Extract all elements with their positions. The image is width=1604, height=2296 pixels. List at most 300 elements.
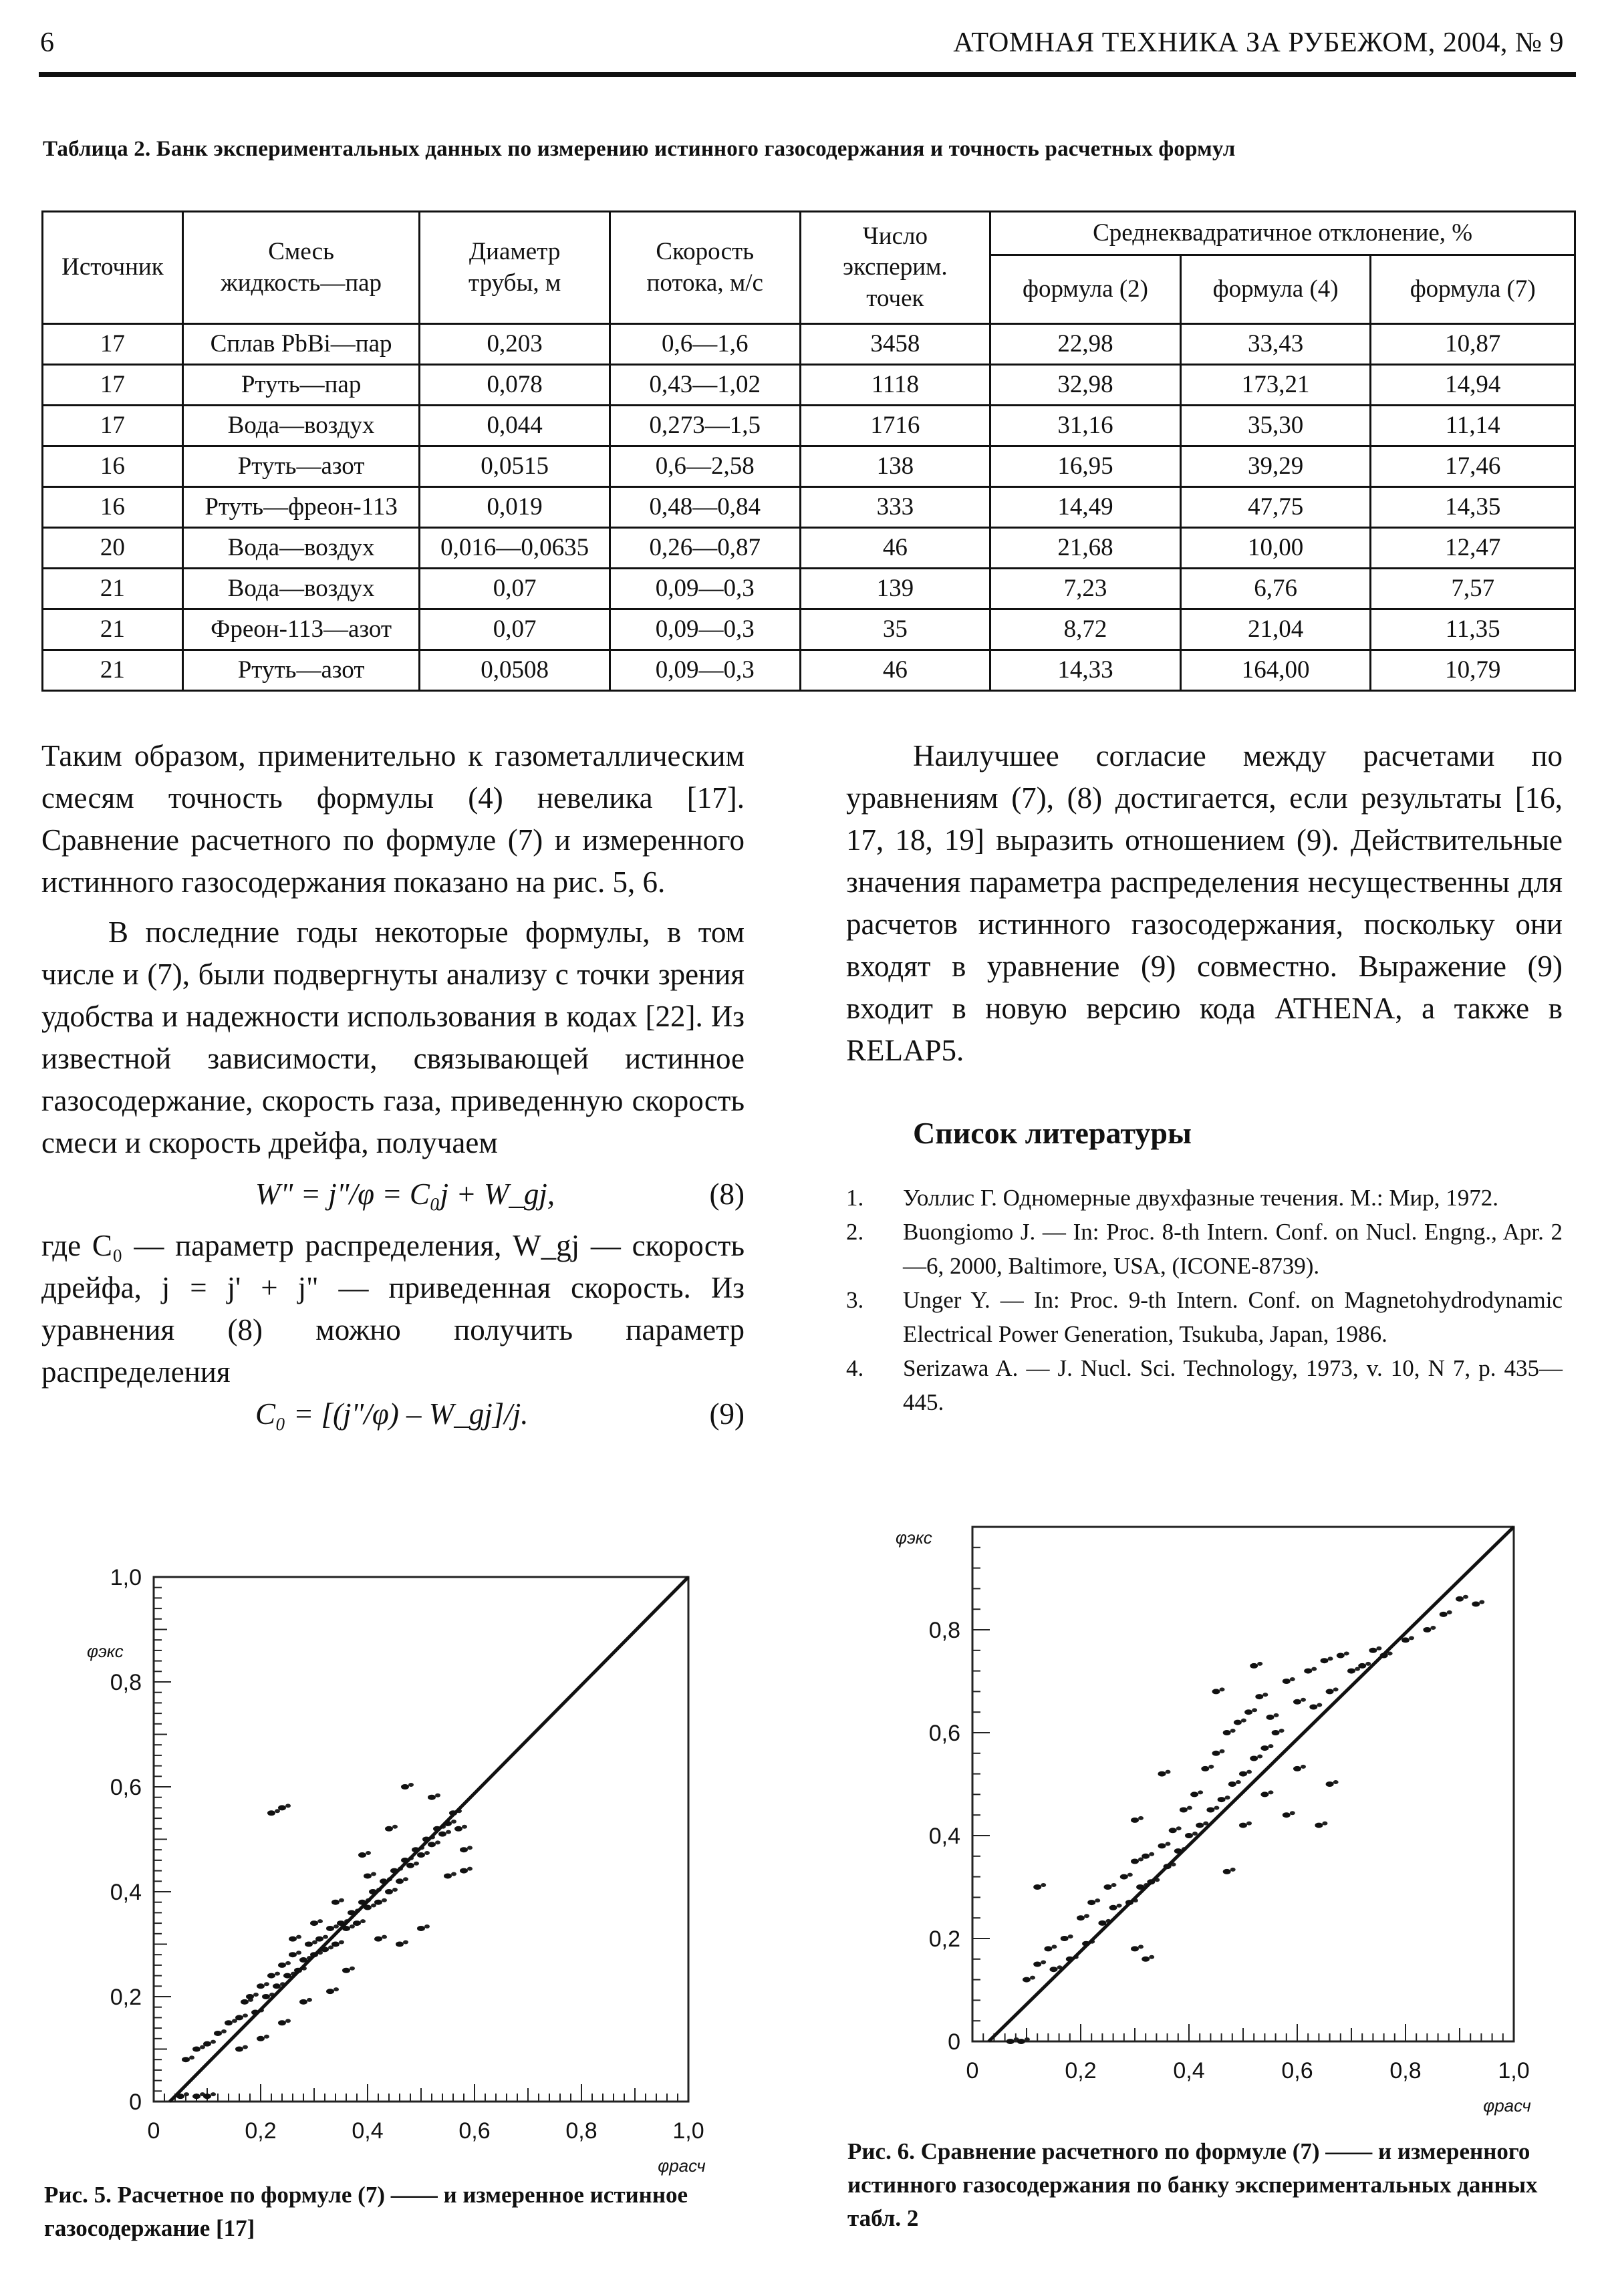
paragraph: Таким образом, применительно к газометаллическим смесям точность формулы (4) невелика [17]. Сравнение расчетного по формуле (7) и измеренного истинного газосодержания показано на рис. 5, 6. xyxy=(41,739,745,899)
data-point xyxy=(1117,1904,1122,1908)
data-point xyxy=(1293,1766,1301,1771)
data-point xyxy=(1301,1698,1306,1702)
data-point xyxy=(1109,1905,1117,1910)
x-axis-label: φрасч xyxy=(658,2156,706,2176)
data-point xyxy=(1033,1884,1041,1890)
table-cell: 139 xyxy=(800,569,990,609)
table-row xyxy=(43,365,1575,406)
table-cell: Вода—воздух xyxy=(182,569,419,609)
data-point xyxy=(1180,1808,1188,1813)
data-point xyxy=(1365,1662,1371,1666)
table-row xyxy=(43,609,1575,650)
table-cell: 0,016—0,0635 xyxy=(420,528,610,569)
data-point xyxy=(235,2047,243,2052)
left-column xyxy=(41,735,745,1435)
data-point xyxy=(424,1924,430,1928)
table-cell: Фреон-113—азот xyxy=(182,609,419,650)
x-tick-label: 1,0 xyxy=(672,2118,704,2144)
data-point xyxy=(403,1941,408,1945)
data-point xyxy=(1185,1833,1193,1838)
table-cell: 17 xyxy=(43,324,183,365)
header-rule xyxy=(39,72,1576,77)
data-point xyxy=(257,2036,265,2041)
data-point xyxy=(1225,1796,1230,1800)
y-tick-label: 0,6 xyxy=(928,1721,960,1746)
data-point xyxy=(1033,1962,1041,1967)
table-cell: 7,23 xyxy=(990,569,1181,609)
data-point xyxy=(184,2092,189,2096)
data-point xyxy=(257,1983,265,1989)
data-point xyxy=(285,1804,291,1808)
figure-6-caption: Рис. 6. Сравнение расчетного по формуле (7) —— и измеренного истинного газосодержания по банку экспериментальных данных табл. 2 xyxy=(847,2138,1538,2231)
table-cell: 0,07 xyxy=(420,569,610,609)
table-cell: 0,6—2,58 xyxy=(610,446,800,487)
table-cell: 20 xyxy=(43,528,183,569)
data-point xyxy=(385,1826,393,1832)
data-point xyxy=(403,1877,408,1881)
data-point xyxy=(1142,1854,1150,1859)
data-point xyxy=(382,1935,387,1939)
table-cell: Вода—воздух xyxy=(182,406,419,446)
data-point xyxy=(333,1987,339,1991)
reference-line-formula-7 xyxy=(170,1577,688,2102)
table-cell: 16 xyxy=(43,446,183,487)
table-cell: 14,94 xyxy=(1371,365,1575,406)
x-tick-label: 0 xyxy=(966,2058,979,2084)
table-cell: 0,43—1,02 xyxy=(610,365,800,406)
data-point xyxy=(1456,1596,1464,1602)
data-point xyxy=(1309,1705,1317,1710)
data-point xyxy=(1007,2039,1015,2044)
x-tick-label: 0,2 xyxy=(1065,2058,1097,2084)
table-cell: 14,49 xyxy=(990,487,1181,528)
data-point xyxy=(1268,1790,1273,1794)
data-point xyxy=(1326,1689,1334,1694)
data-point xyxy=(1279,1729,1285,1733)
table-cell: 0,203 xyxy=(420,324,610,365)
equation-9 xyxy=(41,1393,745,1435)
reference-number: 2. xyxy=(846,1219,864,1245)
data-point xyxy=(1127,1873,1133,1877)
reference-item xyxy=(846,1351,1563,1419)
data-point xyxy=(467,1867,473,1871)
data-point xyxy=(1061,1936,1069,1941)
figure-6-scatter xyxy=(869,1510,1537,2116)
data-point xyxy=(1241,1719,1246,1723)
data-point xyxy=(1068,1934,1073,1939)
data-point xyxy=(1321,1658,1329,1663)
table-cell: 0,48—0,84 xyxy=(610,487,800,528)
data-point xyxy=(1246,1822,1252,1826)
header-formula-7: формула (7) xyxy=(1371,255,1575,324)
data-point xyxy=(1050,1967,1058,1972)
plot-frame xyxy=(154,1577,688,2102)
x-tick-label: 1,0 xyxy=(1498,2058,1530,2084)
plot-frame xyxy=(972,1527,1514,2041)
equation-8-number: (8) xyxy=(709,1177,745,1211)
data-point xyxy=(392,1888,398,1892)
data-point xyxy=(262,1994,270,1999)
data-point xyxy=(1274,1713,1279,1717)
data-point xyxy=(1230,1868,1236,1872)
table-cell: 164,00 xyxy=(1180,650,1371,691)
data-point xyxy=(1223,1869,1231,1874)
table-cell: 7,57 xyxy=(1371,569,1575,609)
data-point xyxy=(1322,1822,1327,1826)
data-point xyxy=(221,2029,227,2033)
table-cell: 21 xyxy=(43,609,183,650)
data-point xyxy=(299,1999,307,2005)
table-cell: 10,00 xyxy=(1180,528,1371,569)
data-point xyxy=(1257,1662,1262,1666)
data-point xyxy=(1158,1843,1166,1848)
data-point xyxy=(1192,1832,1198,1836)
data-point xyxy=(1166,1842,1171,1846)
table-cell: 0,09—0,3 xyxy=(610,609,800,650)
data-point xyxy=(424,1851,430,1855)
data-point xyxy=(417,1926,425,1931)
table-cell: Ртуть—пар xyxy=(182,365,419,406)
data-point xyxy=(1290,1677,1295,1681)
table-cell: 35 xyxy=(800,609,990,650)
data-point xyxy=(1315,1823,1323,1828)
data-point xyxy=(1234,1720,1242,1725)
data-point xyxy=(1333,1687,1339,1691)
data-point xyxy=(1268,1744,1273,1748)
data-point xyxy=(364,1873,372,1878)
data-point xyxy=(417,1852,425,1858)
data-point xyxy=(305,1942,313,1947)
data-point xyxy=(1131,1818,1139,1823)
data-point xyxy=(1158,1771,1166,1777)
table-cell: 21,04 xyxy=(1180,609,1371,650)
x-axis-label: φрасч xyxy=(1483,2096,1531,2116)
data-point xyxy=(467,1846,473,1850)
data-point xyxy=(1347,1669,1355,1674)
data-point xyxy=(1246,1770,1252,1774)
data-point xyxy=(1430,1626,1436,1630)
table-cell: 35,30 xyxy=(1180,406,1371,446)
data-point xyxy=(1283,1679,1291,1684)
y-tick-label: 0,2 xyxy=(928,1926,960,1952)
table-cell: 11,35 xyxy=(1371,609,1575,650)
data-point xyxy=(1272,1730,1280,1735)
data-point xyxy=(1220,1749,1225,1753)
data-point xyxy=(1131,1946,1139,1951)
y-tick-label: 0 xyxy=(948,2029,960,2055)
y-tick-label: 0,8 xyxy=(928,1618,960,1643)
table-cell: 16 xyxy=(43,487,183,528)
data-point xyxy=(1239,1771,1247,1777)
table-cell: 14,35 xyxy=(1371,487,1575,528)
header-rms-group: Среднеквадратичное отклонение, % xyxy=(990,212,1575,255)
data-point xyxy=(1212,1689,1220,1694)
y-tick-label: 0,6 xyxy=(110,1775,142,1800)
data-point xyxy=(1149,1955,1154,1959)
reference-number: 4. xyxy=(846,1355,864,1381)
data-point xyxy=(454,1826,462,1832)
y-tick-label: 0 xyxy=(129,2090,142,2115)
data-point xyxy=(278,1805,286,1810)
data-point xyxy=(1333,1780,1339,1784)
data-point xyxy=(1104,1884,1112,1890)
data-point xyxy=(241,1999,249,2005)
data-point xyxy=(1131,1859,1139,1864)
table-cell: 46 xyxy=(800,528,990,569)
table-cell: 17,46 xyxy=(1371,446,1575,487)
table-row xyxy=(43,324,1575,365)
data-point xyxy=(1260,1791,1268,1797)
table-cell: 3458 xyxy=(800,324,990,365)
data-point xyxy=(435,1840,440,1844)
header-formula-4: формула (4) xyxy=(1180,255,1371,324)
data-point xyxy=(1051,1945,1057,1949)
data-point xyxy=(1176,1826,1182,1830)
header-source: Источник xyxy=(43,212,183,324)
table-cell: 0,019 xyxy=(420,487,610,528)
table-cell: 21,68 xyxy=(990,528,1181,569)
data-point xyxy=(1041,1883,1046,1887)
data-point xyxy=(1212,1751,1220,1756)
data-point xyxy=(1479,1600,1484,1604)
data-point xyxy=(267,1973,275,1979)
x-tick-label: 0,4 xyxy=(352,2118,384,2144)
equation-9-body: C₀ = [(j"/φ) – W_gj]/j. xyxy=(255,1397,529,1431)
data-point xyxy=(1266,1715,1275,1720)
data-point xyxy=(192,2047,200,2052)
table-caption: Таблица 2. Банк экспериментальных данных по измерению истинного газосодержания и точность расчетных формул xyxy=(43,137,1236,161)
table-cell: 0,078 xyxy=(420,365,610,406)
reference-text: Buongiomo J. — In: Proc. 8-th Intern. Conf. on Nucl. Engng., Apr. 2—6, 2000, Baltimore, USA, (ICONE-8739). xyxy=(903,1219,1563,1279)
data-point xyxy=(1250,1756,1258,1761)
table-cell: 333 xyxy=(800,487,990,528)
data-point xyxy=(1208,1765,1214,1769)
data-point xyxy=(406,1863,414,1868)
table-cell: 31,16 xyxy=(990,406,1181,446)
data-point xyxy=(1084,1914,1089,1918)
table-cell: 17 xyxy=(43,406,183,446)
data-point xyxy=(182,2057,190,2062)
table-cell: 138 xyxy=(800,446,990,487)
data-point xyxy=(1095,1898,1100,1902)
data-point xyxy=(1423,1627,1431,1632)
table-cell: 0,09—0,3 xyxy=(610,650,800,691)
x-tick-label: 0,4 xyxy=(1173,2058,1205,2084)
data-table xyxy=(41,210,1576,692)
header-points: Число эксперим. точек xyxy=(800,212,990,324)
data-point xyxy=(462,1825,467,1829)
data-point xyxy=(1206,1808,1214,1813)
data-point xyxy=(1317,1703,1322,1707)
table-cell: Ртуть—азот xyxy=(182,446,419,487)
data-point xyxy=(326,1989,334,1994)
reference-line-formula-7 xyxy=(988,1527,1514,2041)
data-point xyxy=(1138,1816,1144,1820)
data-point xyxy=(1369,1648,1377,1653)
header-formula-2: формула (2) xyxy=(990,255,1181,324)
data-point xyxy=(1252,1708,1257,1712)
table-cell: 33,43 xyxy=(1180,324,1371,365)
data-point xyxy=(323,1935,328,1939)
table-cell: 6,76 xyxy=(1180,569,1371,609)
equation-8-body: W" = j"/φ = C₀j + W_gj, xyxy=(255,1177,555,1211)
table-cell: 8,72 xyxy=(990,609,1181,650)
data-point xyxy=(1120,1874,1128,1880)
data-point xyxy=(192,2094,200,2099)
x-tick-label: 0,2 xyxy=(245,2118,277,2144)
data-point xyxy=(460,1868,468,1874)
data-point xyxy=(189,2055,194,2059)
data-point xyxy=(1041,1961,1046,1965)
data-point xyxy=(1250,1663,1258,1669)
reference-number: 3. xyxy=(846,1287,864,1313)
data-point xyxy=(326,1926,334,1931)
data-point xyxy=(285,1961,291,1965)
data-point xyxy=(211,2092,216,2096)
table-row xyxy=(43,446,1575,487)
data-point xyxy=(342,1968,350,1973)
data-point xyxy=(214,2031,222,2036)
data-point xyxy=(408,1783,414,1787)
header-velocity: Скорость потока, м/с xyxy=(610,212,800,324)
table-cell: 0,6—1,6 xyxy=(610,324,800,365)
figure-5-scatter xyxy=(67,1564,735,2176)
data-point xyxy=(1169,1828,1177,1833)
data-point xyxy=(451,1820,456,1824)
data-point xyxy=(371,1872,376,1876)
reference-text: Serizawa A. — J. Nucl. Sci. Technology, 1973, v. 10, N 7, p. 435—445. xyxy=(903,1355,1563,1415)
table-cell: 0,0508 xyxy=(420,650,610,691)
data-point xyxy=(317,1919,323,1923)
data-point xyxy=(1228,1781,1236,1787)
table-row xyxy=(43,406,1575,446)
table-cell: 22,98 xyxy=(990,324,1181,365)
figure-5-caption: Рис. 5. Расчетное по формуле (7) —— и измеренное истинное газосодержание [17] xyxy=(44,2182,688,2241)
data-point xyxy=(1301,1765,1306,1769)
data-point xyxy=(1472,1602,1480,1607)
data-point xyxy=(1262,1693,1268,1697)
table-cell: 21 xyxy=(43,569,183,609)
table-cell: 32,98 xyxy=(990,365,1181,406)
table-cell: 14,33 xyxy=(990,650,1181,691)
data-point xyxy=(331,1900,340,1905)
y-axis-label: φэкс xyxy=(896,1528,932,1548)
data-point xyxy=(315,1936,323,1942)
table-cell: Ртуть—азот xyxy=(182,650,419,691)
data-point xyxy=(460,1847,468,1852)
table-cell: 47,75 xyxy=(1180,487,1371,528)
data-point xyxy=(307,1998,312,2002)
data-point xyxy=(275,1972,280,1976)
table-cell: 1118 xyxy=(800,365,990,406)
y-tick-label: 0,4 xyxy=(110,1880,142,1905)
table-row xyxy=(43,528,1575,569)
paragraph: В последние годы некоторые формулы, в том числе и (7), были подвергнуты анализу с точки зрения удобства и надежности использования в кодах [22]. Из известной зависимости, связывающей истинное газосодержание, скорость газа, приведенную скорость смеси и скорость дрейфа, получаем xyxy=(41,915,745,1159)
y-tick-label: 0,2 xyxy=(110,1985,142,2010)
references-list xyxy=(846,1181,1563,1419)
data-point xyxy=(1196,1823,1204,1828)
reference-item xyxy=(846,1181,1563,1215)
data-point xyxy=(1223,1730,1231,1735)
data-point xyxy=(1236,1780,1241,1784)
data-point xyxy=(296,1951,301,1955)
data-point xyxy=(1447,1610,1452,1614)
data-point xyxy=(1230,1729,1236,1733)
data-point xyxy=(1218,1797,1226,1802)
data-point xyxy=(1401,1637,1410,1642)
data-point xyxy=(1111,1883,1117,1887)
table-cell: Ртуть—фреон-113 xyxy=(182,487,419,528)
table-cell: 0,26—0,87 xyxy=(610,528,800,569)
table-cell: 17 xyxy=(43,365,183,406)
data-point xyxy=(366,1851,371,1855)
data-point xyxy=(285,2019,291,2023)
table-cell: 12,47 xyxy=(1371,528,1575,569)
y-tick-label: 0,4 xyxy=(928,1824,960,1849)
x-tick-label: 0 xyxy=(147,2118,160,2144)
data-point xyxy=(1138,1945,1144,1949)
data-point xyxy=(451,1872,456,1876)
header-diameter: Диаметр трубы, м xyxy=(420,212,610,324)
data-point xyxy=(267,1810,275,1816)
data-point xyxy=(446,1830,451,1834)
data-point xyxy=(374,1936,382,1942)
data-point xyxy=(1311,1667,1317,1671)
data-point xyxy=(211,2040,216,2044)
reference-item xyxy=(846,1215,1563,1283)
reference-text: Уоллис Г. Одномерные двухфазные течения. М.: Мир, 1972. xyxy=(903,1185,1498,1211)
data-point xyxy=(1030,1976,1035,1980)
data-point xyxy=(401,1784,409,1789)
table-cell: 21 xyxy=(43,650,183,691)
data-point xyxy=(1290,1811,1295,1815)
data-point xyxy=(1326,1781,1334,1787)
data-point xyxy=(243,2045,248,2049)
reference-number: 1. xyxy=(846,1185,864,1211)
header-mixture: Смесь жидкость—пар xyxy=(182,212,419,324)
data-point xyxy=(339,1898,344,1902)
data-point xyxy=(1190,1791,1198,1797)
data-point xyxy=(1244,1709,1252,1715)
data-point xyxy=(360,1919,366,1923)
data-point xyxy=(1087,1900,1095,1905)
data-point xyxy=(1239,1823,1247,1828)
y-tick-label: 0,8 xyxy=(110,1670,142,1695)
data-point xyxy=(1358,1663,1366,1669)
data-point xyxy=(1328,1657,1333,1661)
data-point xyxy=(253,1993,259,1997)
data-point xyxy=(1149,1852,1154,1856)
data-point xyxy=(1440,1612,1448,1617)
data-point xyxy=(350,1967,355,1971)
table-cell: Вода—воздух xyxy=(182,528,419,569)
data-point xyxy=(1376,1646,1381,1651)
table-cell: 10,79 xyxy=(1371,650,1575,691)
data-point xyxy=(339,1941,344,1945)
paragraph: Наилучшее согласие между расчетами по уравнениям (7), (8) достигается, если результаты [16, 17, 18, 19] выразить отношением (9). Действительные значения параметра распределения несущественны для расчетов истинного газосодержания, поскольку они входят в уравнение (9) совместно. Выражение (9) входит в новую версию кода ATHENA, а также в RELAP5. xyxy=(846,739,1563,1067)
data-point xyxy=(353,1920,361,1926)
data-point xyxy=(203,2094,211,2099)
data-point xyxy=(1201,1766,1209,1771)
data-point xyxy=(235,2015,243,2020)
table-cell: 0,09—0,3 xyxy=(610,569,800,609)
data-point xyxy=(435,1793,440,1798)
data-point xyxy=(1344,1652,1349,1656)
table-cell: 0,07 xyxy=(420,609,610,650)
table-cell: 39,29 xyxy=(1180,446,1371,487)
x-tick-label: 0,8 xyxy=(565,2118,597,2144)
data-point xyxy=(264,1982,269,1986)
